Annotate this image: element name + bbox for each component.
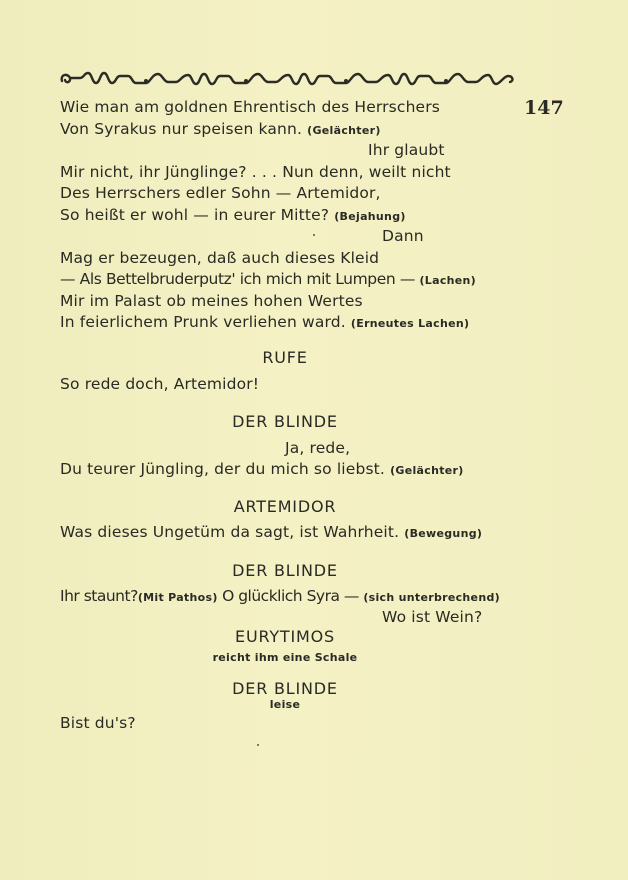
verse-line: So heißt er wohl — in eurer Mitte? (Bejahung) <box>60 206 406 224</box>
verse-line: Des Herrschers edler Sohn — Artemidor, <box>60 184 381 202</box>
stage-direction: leise <box>269 698 301 711</box>
speaker-name: DER BLINDE <box>232 679 338 698</box>
verse-line: So rede doch, Artemidor! <box>60 375 260 393</box>
stage-direction: (sich unterbrechend) <box>363 591 500 604</box>
verse-line: Was dieses Ungetüm da sagt, ist Wahrheit. (Bewegung) <box>60 523 483 541</box>
print-speck <box>313 234 315 236</box>
speaker-name: DER BLINDE <box>232 412 338 431</box>
stage-direction: (Bejahung) <box>334 210 406 223</box>
verse-line: Wie man am goldnen Ehrentisch des Herrschers <box>60 98 440 116</box>
page-number: 147 <box>524 97 564 119</box>
ornamental-border-icon <box>58 70 516 88</box>
verse-line: Mir nicht, ihr Jünglinge? . . . Nun denn, weilt nicht <box>60 163 451 181</box>
verse-line: Mir im Palast ob meines hohen Wertes <box>60 292 363 310</box>
verse-line: Ihr staunt?(Mit Pathos) O glücklich Syra — (sich unterbrechend) <box>60 587 500 605</box>
stage-direction: reicht ihm eine Schale <box>212 651 358 664</box>
speaker-name: RUFE <box>262 348 308 367</box>
speaker-name: ARTEMIDOR <box>233 497 337 516</box>
verse-line: Bist du's? <box>60 714 136 732</box>
stage-direction: (Mit Pathos) <box>137 591 218 604</box>
stage-direction: (Gelächter) <box>307 124 381 137</box>
print-speck <box>257 744 259 746</box>
verse-line: Du teurer Jüngling, der du mich so liebst. (Gelächter) <box>60 460 464 478</box>
stage-direction: (Lachen) <box>419 274 476 287</box>
verse-line: Mag er bezeugen, daß auch dieses Kleid <box>60 249 380 267</box>
stage-direction: (Bewegung) <box>404 527 483 540</box>
verse-line: Ihr glaubt <box>368 141 445 159</box>
verse-line: Wo ist Wein? <box>382 608 483 626</box>
verse-line: In feierlichem Prunk verliehen ward. (Erneutes Lachen) <box>60 313 470 331</box>
verse-line: Ja, rede, <box>285 439 351 457</box>
speaker-name: DER BLINDE <box>232 561 338 580</box>
verse-line: — Als Bettelbruderputz' ich mich mit Lumpen — (Lachen) <box>60 270 476 288</box>
stage-direction: (Erneutes Lachen) <box>350 317 470 330</box>
stage-direction: (Gelächter) <box>390 464 464 477</box>
verse-line: Dann <box>382 227 424 245</box>
verse-line: Von Syrakus nur speisen kann. (Gelächter) <box>60 120 381 138</box>
speaker-name: EURYTIMOS <box>235 627 335 646</box>
